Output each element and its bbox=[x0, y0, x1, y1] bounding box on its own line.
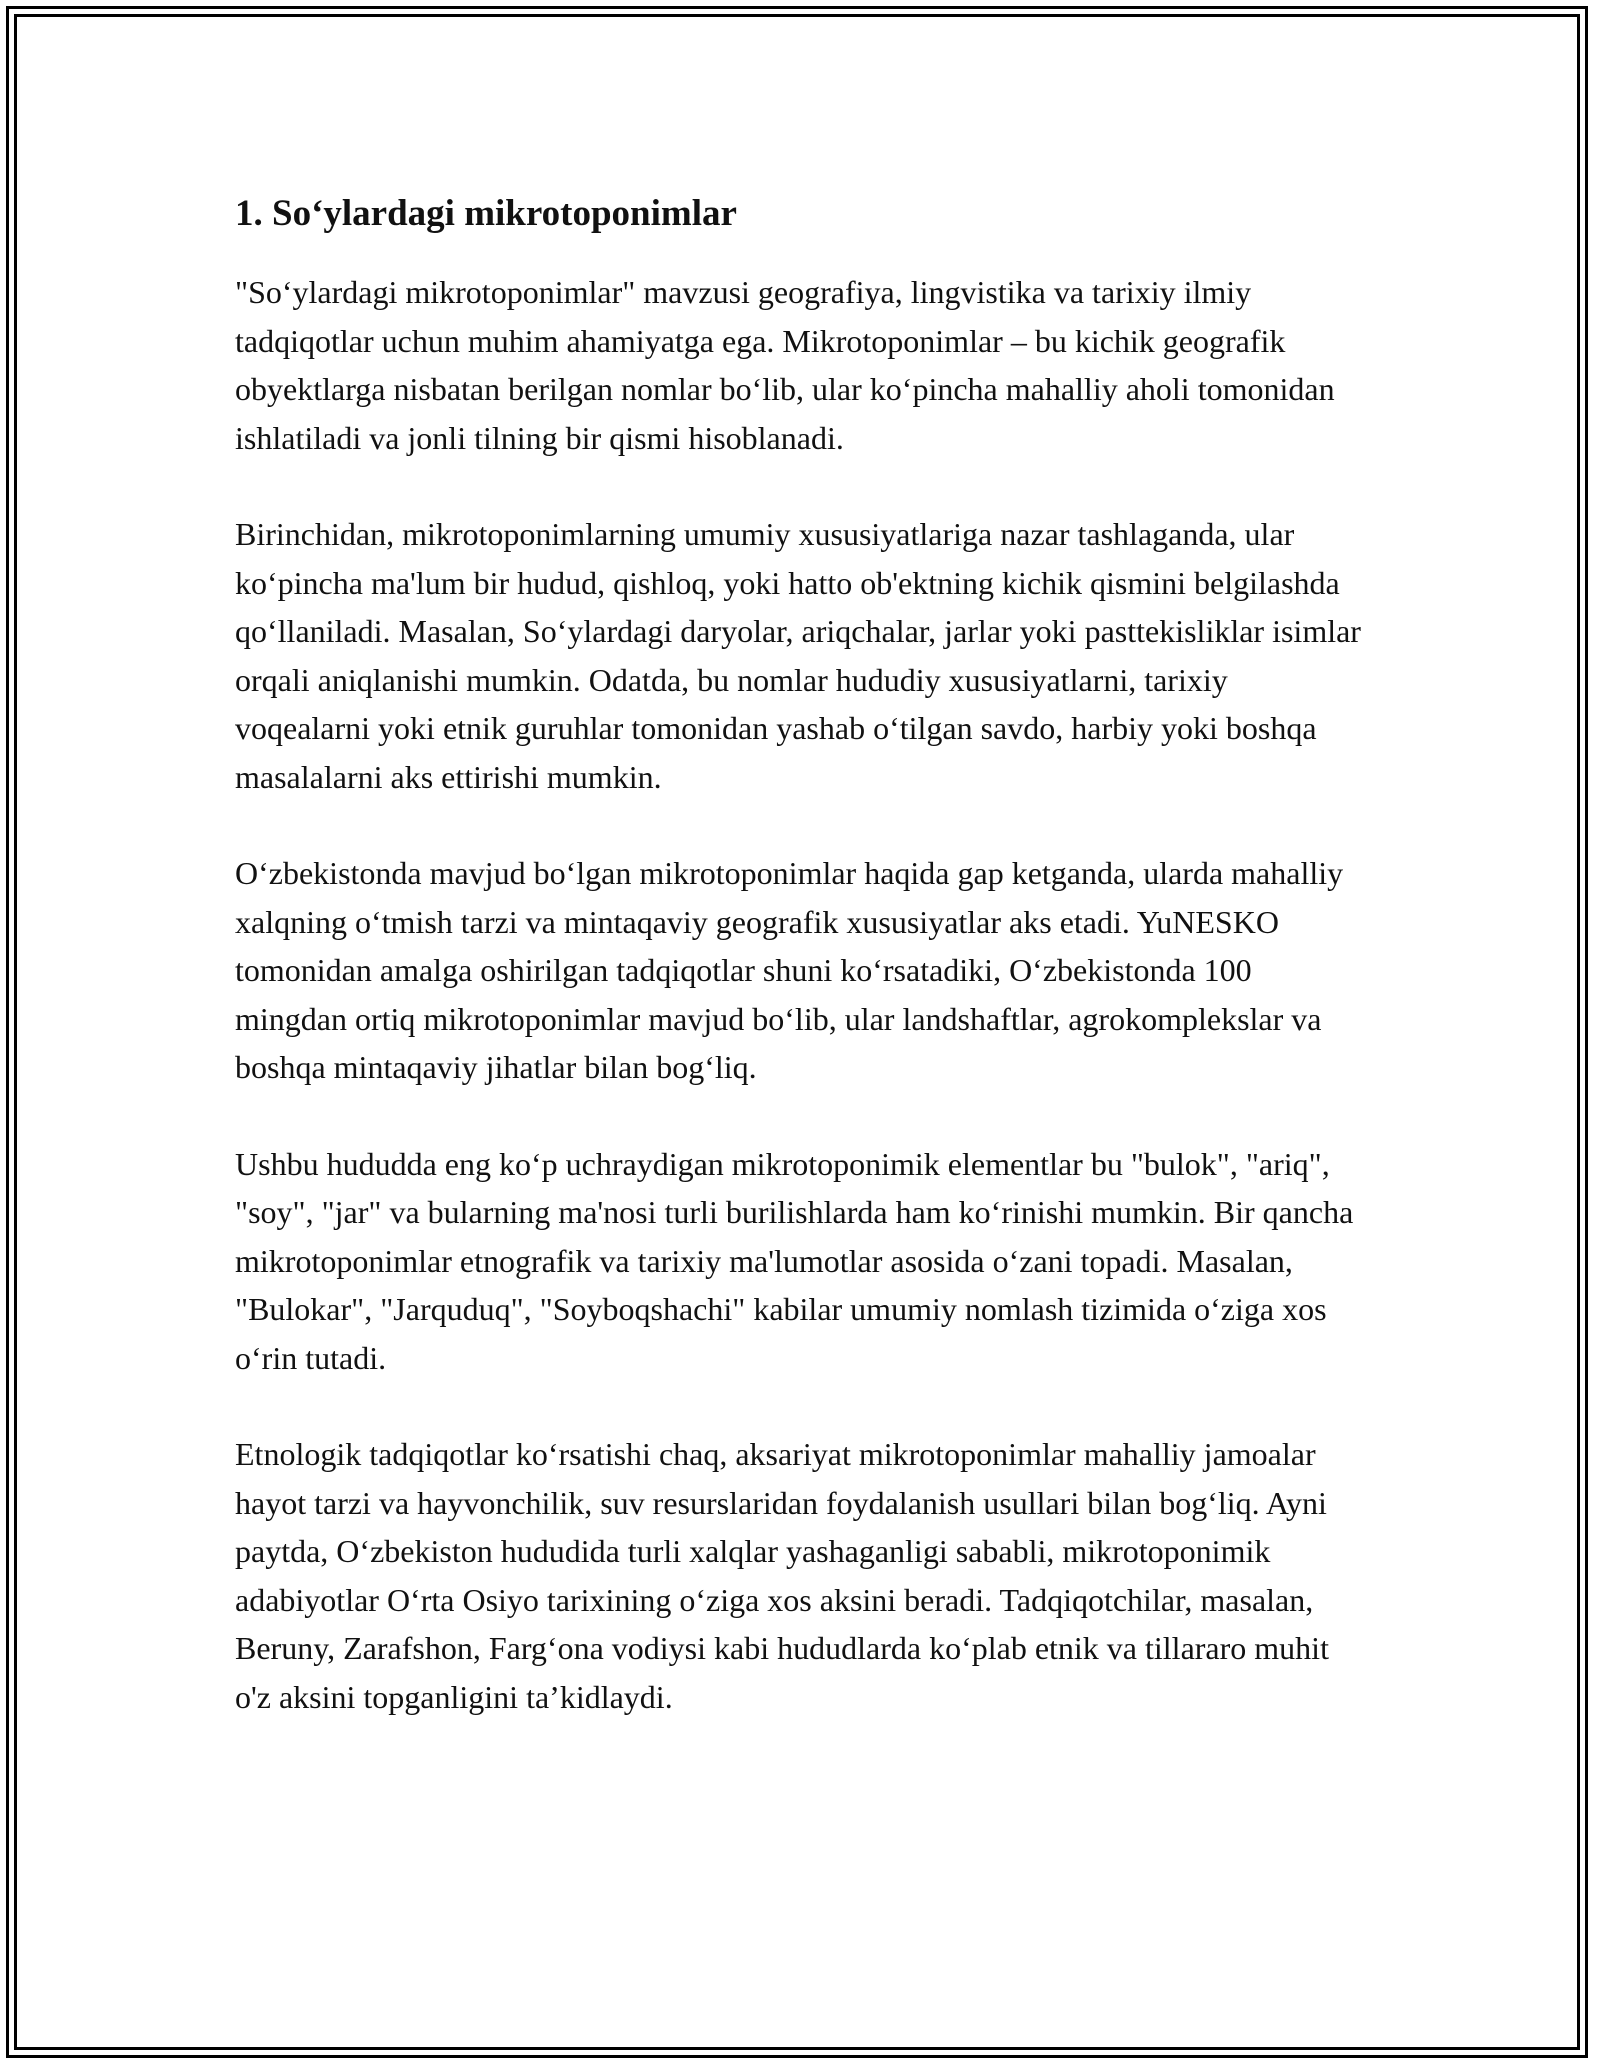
paragraph-1: "So‘ylardagi mikrotoponimlar" mavzusi geografiya, lingvistika va tarixiy ilmiy tadqiqotlar uchun muhim ahamiyatga ega. Mikrotoponimlar – bu kichik geografik obyektlarga nisbatan berilgan nomlar bo‘lib, ular ko‘pincha mahalliy aholi tomonidan ishlatiladi va jonli tilning bir qismi hisoblanadi. bbox=[235, 274, 1335, 456]
paragraph-4: Ushbu hududda eng ko‘p uchraydigan mikrotoponimik elementlar bu "bulok", "ariq", "soy", "jar" va bularning ma'nosi turli burilishlarda ham ko‘rinishi mumkin. Bir qancha mikrotoponimlar etnografik va tarixiy ma'lumotlar asosida o‘zani topadi. Masalan, "Bulokar", "Jarquduq", "Soyboqshachi" kabilar umumiy nomlash tizimida o‘ziga xos o‘rin tutadi. bbox=[235, 1145, 1354, 1376]
paragraph-2: Birinchidan, mikrotoponimlarning umumiy xususiyatlariga nazar tashlaganda, ular ko‘pincha ma'lum bir hudud, qishloq, yoki hatto ob'ektning kichik qismini belgilashda qo‘llaniladi. Masalan, So‘ylardagi daryolar, ariqchalar, jarlar yoki pasttekisliklar isimlar orqali aniqlanishi mumkin. Odatda, bu nomlar hududiy xususiyatlarni, tarixiy voqealarni yoki etnik guruhlar tomonidan yashab o‘tilgan savdo, harbiy yoki boshqa masalalarni aks ettirishi mumkin. bbox=[235, 516, 1361, 795]
document-body bbox=[235, 188, 1370, 1769]
paragraph-3: O‘zbekistonda mavjud bo‘lgan mikrotoponimlar haqida gap ketganda, ularda mahalliy xalqning o‘tmish tarzi va mintaqaviy geografik xususiyatlar aks etadi. YuNESKO tomonidan amalga oshirilgan tadqiqotlar shuni ko‘rsatadiki, O‘zbekistonda 100 mingdan ortiq mikrotoponimlar mavjud bo‘lib, ular landshaftlar, agrokomplekslar va boshqa mintaqaviy jihatlar bilan bog‘liq. bbox=[235, 855, 1344, 1085]
section-title: 1. So‘ylardagi mikrotoponimlar bbox=[235, 193, 737, 234]
paragraph-5: Etnologik tadqiqotlar ko‘rsatishi chaq, aksariyat mikrotoponimlar mahalliy jamoalar hayot tarzi va hayvonchilik, suv resurslaridan foydalanish usullari bilan bog‘liq. Ayni paytda, O‘zbekiston hududida turli xalqlar yashaganligi sababli, mikrotoponimik adabiyotlar O‘rta Osiyo tarixining o‘ziga xos aksini beradi. Tadqiqotchilar, masalan, Beruny, Zarafshon, Farg‘ona vodiysi kabi hududlarda ko‘plab etnik va tillararo muhit o'z aksini topganligini ta’kidlaydi. bbox=[235, 1436, 1329, 1715]
